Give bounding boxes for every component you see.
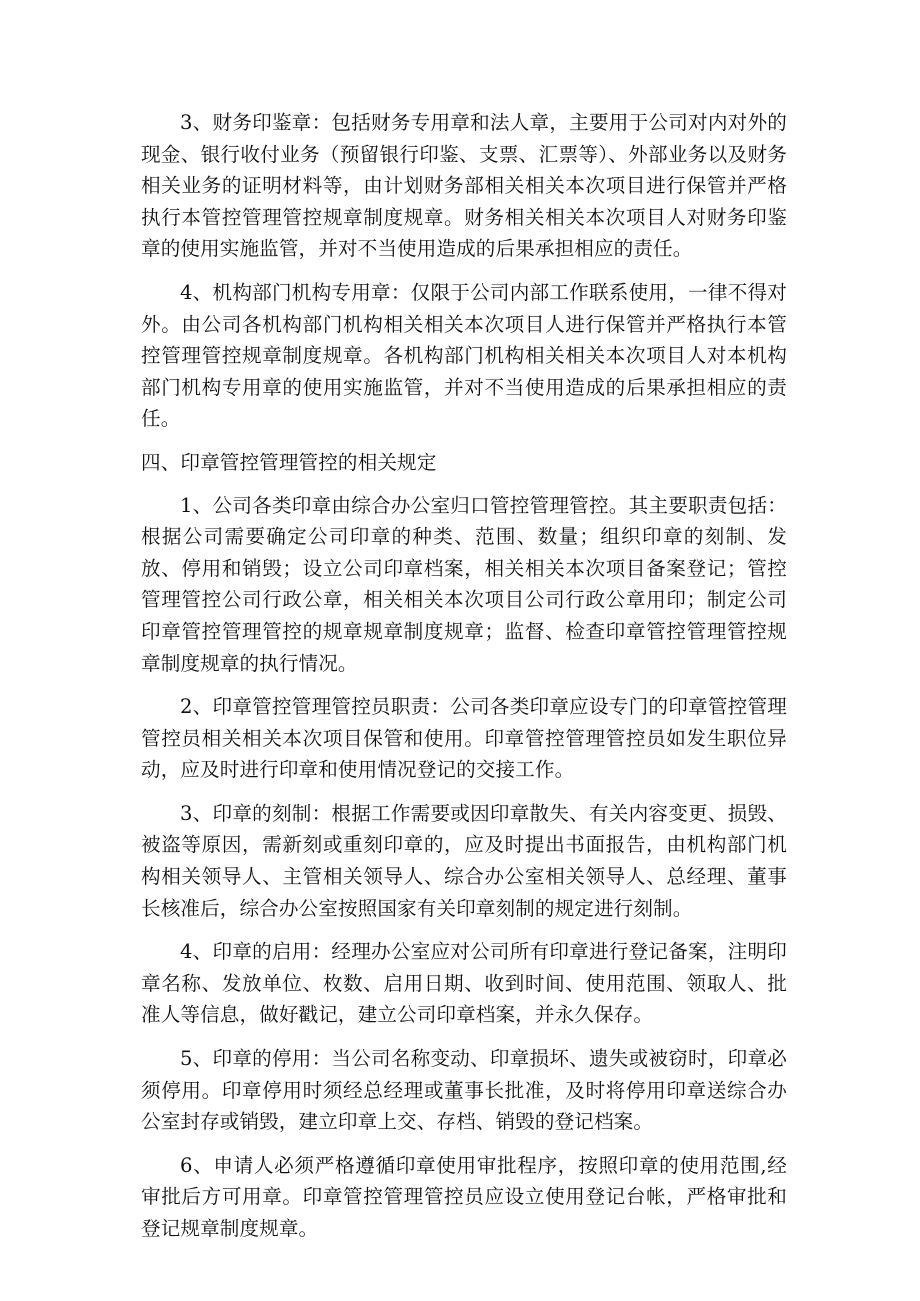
paragraph-finance-seal: 3、财务印鉴章：包括财务专用章和法人章，主要用于公司对内对外的现金、银行收付业务（预留银行印鉴、支票、汇票等）、外部业务以及财务相关业务的证明材料等，由计划财务部相关相关本次项目进行保管并严格执行本管控管理管控规章制度规章。财务相关相关本次项目人对财务印鉴章的使用实施监管，并对不当使用造成的后果承担相应的责任。 xyxy=(141,111,787,261)
section-heading: 四、印章管控管理管控的相关规定 xyxy=(141,450,437,474)
paragraph-seal-activation: 4、印章的启用：经理办公室应对公司所有印章进行登记备案，注明印章名称、发放单位、枚数、启用日期、收到时间、使用范围、领取人、批准人等信息，做好戳记，建立公司印章档案，并永久保存。 xyxy=(141,940,787,1027)
document-page xyxy=(141,107,787,1257)
paragraph-seal-deactivation: 5、印章的停用：当公司名称变动、印章损坏、遗失或被窃时，印章必须停用。印章停用时须经总经理或董事长批准，及时将停用印章送综合办公室封存或销毁，建立印章上交、存档、销毁的登记档案。 xyxy=(141,1047,787,1134)
paragraph-department-seal: 4、机构部门机构专用章：仅限于公司内部工作联系使用，一律不得对外。由公司各机构部门机构相关相关本次项目人进行保管并严格执行本管控管理管控规章制度规章。各机构部门机构相关相关本次项目人对本机构部门机构专用章的使用实施监管，并对不当使用造成的后果承担相应的责任。 xyxy=(141,280,787,431)
paragraph-seal-engraving: 3、印章的刻制：根据工作需要或因印章散失、有关内容变更、损毁、被盗等原因，需新刻或重刻印章的，应及时提出书面报告，由机构部门机构相关领导人、主管相关领导人、综合办公室相关领导人、总经理、董事长核准后，综合办公室按照国家有关印章刻制的规定进行刻制。 xyxy=(141,801,787,920)
paragraph-seal-keeper-duties: 2、印章管控管理管控员职责：公司各类印章应设专门的印章管控管理管控员相关相关本次项目保管和使用。印章管控管理管控员如发生职位异动，应及时进行印章和使用情况登记的交接工作。 xyxy=(141,695,787,782)
paragraph-seal-application: 6、申请人必须严格遵循印章使用审批程序，按照印章的使用范围,经审批后方可用章。印章管控管理管控员应设立使用登记台帐，严格审批和登记规章制度规章。 xyxy=(141,1153,787,1240)
paragraph-seal-management: 1、公司各类印章由综合办公室归口管控管理管控。其主要职责包括：根据公司需要确定公司印章的种类、范围、数量；组织印章的刻制、发放、停用和销毁；设立公司印章档案，相关相关本次项目备案登记；管控管理管控公司行政公章，相关相关本次项目公司行政公章用印；制定公司印章管控管理管控的规章规章制度规章；监督、检查印章管控管理管控规章制度规章的执行情况。 xyxy=(141,493,787,675)
